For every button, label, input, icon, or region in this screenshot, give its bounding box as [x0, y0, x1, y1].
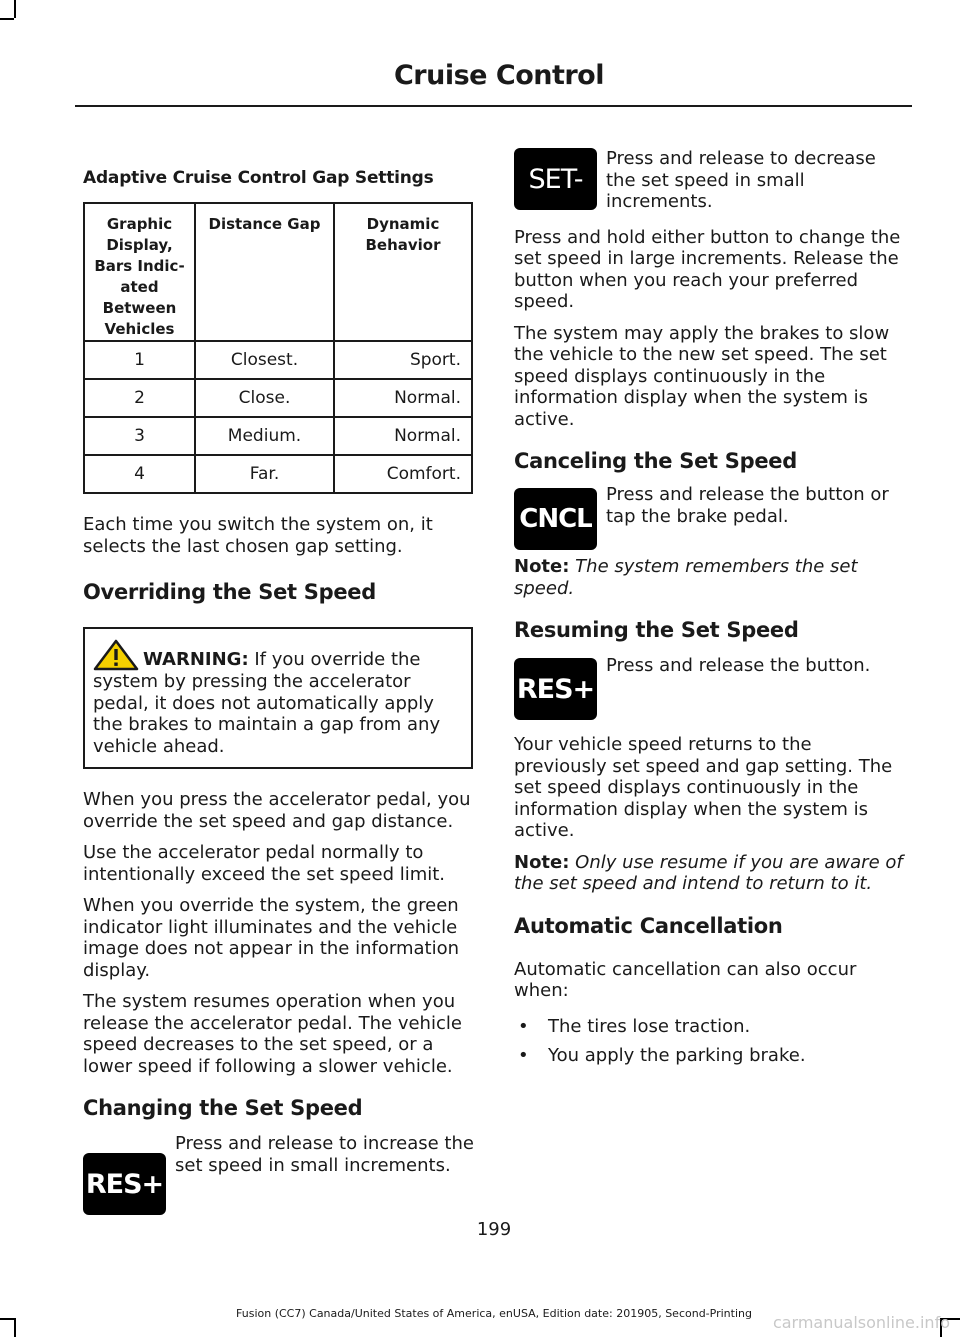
res-plus-row: [83, 1133, 475, 1215]
table-row: [84, 417, 472, 455]
bullet-list: [514, 1016, 909, 1067]
table-row: [84, 379, 472, 417]
table-cell: Normal.: [334, 417, 472, 455]
res-plus-icon: RES+: [83, 1153, 166, 1215]
note-label: Note:: [514, 851, 570, 873]
cncl-row: [514, 484, 909, 550]
table-cell: Normal.: [334, 379, 472, 417]
footer: Fusion (CC7) Canada/United States of America, enUSA, Edition date: 201905, Second-Printing: [236, 1307, 752, 1320]
cncl-description: Press and release the button or tap the brake pedal.: [606, 484, 889, 527]
right-column: [514, 150, 909, 1075]
table-header: Distance Gap: [195, 203, 334, 341]
paragraph: Use the accelerator pedal normally to intentionally exceed the set speed limit.: [83, 842, 446, 885]
table-cell: 2: [84, 379, 195, 417]
warning-label: WARNING:: [143, 649, 249, 670]
warning-text: If you override the system by pressing the accelerator pedal, it does not automatically apply the brakes to maintain a gap from any vehicle ahead.: [93, 649, 441, 757]
note-text: Only use resume if you are aware of the set speed and intend to return to it.: [514, 851, 903, 894]
list-item: [514, 1016, 909, 1038]
cncl-icon: CNCL: [514, 488, 597, 550]
table-cell: Closest.: [195, 341, 334, 379]
table-cell: Sport.: [334, 341, 472, 379]
table-header: Graphic Display, Bars Indic- ated Between Vehicles: [84, 203, 195, 341]
bullet-icon: •: [518, 1045, 529, 1066]
set-minus-row: [514, 150, 909, 213]
table-cell: 1: [84, 341, 195, 379]
page-number: 199: [476, 1219, 512, 1240]
table-row: [84, 341, 472, 379]
res-plus-description: Press and release to increase the set speed in small increments.: [175, 1133, 474, 1176]
list-item-text: You apply the parking brake.: [548, 1045, 806, 1066]
note-text: The system remembers the set speed.: [514, 556, 858, 599]
warning-icon: [93, 639, 139, 671]
table-title: Adaptive Cruise Control Gap Settings: [83, 168, 434, 188]
watermark: carmanualsonline.info: [772, 1313, 950, 1332]
res-plus-description: Press and release the button.: [606, 655, 871, 676]
set-minus-description: Press and release to decrease the set speed in small increments.: [606, 148, 876, 212]
paragraph: When you press the accelerator pedal, you override the set speed and gap distance.: [83, 789, 471, 832]
note-label: Note:: [514, 556, 570, 577]
paragraph: When you override the system, the green indicator light illuminates and the vehicle image does not appear in the information display.: [83, 895, 459, 981]
left-column: [83, 140, 475, 1229]
paragraph: Your vehicle speed returns to the previously set speed and gap setting. The set speed displays continuously in the information display when the system is active.: [514, 734, 893, 841]
table-cell: 4: [84, 455, 195, 493]
table-cell: Far.: [195, 455, 334, 493]
crop-mark: [0, 18, 14, 20]
table-cell: Comfort.: [334, 455, 472, 493]
paragraph: The system resumes operation when you release the accelerator pedal. The vehicle speed decreases to the set speed, or a lower speed if following a slower vehicle.: [83, 991, 462, 1077]
table-cell: Close.: [195, 379, 334, 417]
table-cell: 3: [84, 417, 195, 455]
list-item: [514, 1045, 909, 1067]
table-row: [84, 455, 472, 493]
list-item-text: The tires lose traction.: [548, 1015, 751, 1037]
section-heading: Canceling the Set Speed: [514, 449, 797, 473]
crop-mark: [14, 1318, 16, 1337]
note: [514, 556, 909, 599]
gap-settings-table: [83, 202, 473, 494]
page-title: Cruise Control: [393, 60, 604, 91]
paragraph: Automatic cancellation can also occur when:: [514, 958, 857, 1001]
header-divider: [75, 105, 912, 107]
section-heading: Automatic Cancellation: [514, 913, 783, 938]
section-heading: Resuming the Set Speed: [514, 618, 799, 642]
table-cell: Medium.: [195, 417, 334, 455]
paragraph: Press and hold either button to change the set speed in large increments. Release the button when you reach your preferred speed.: [514, 226, 901, 312]
section-heading: Overriding the Set Speed: [83, 580, 376, 604]
bullet-icon: •: [518, 1015, 529, 1037]
table-header: Dynamic Behavior: [334, 203, 472, 341]
warning-box: [83, 627, 473, 769]
section-heading: Changing the Set Speed: [83, 1096, 363, 1120]
res-plus-row: [514, 655, 909, 720]
note: [514, 852, 909, 895]
crop-mark: [14, 0, 16, 18]
res-plus-icon: RES+: [514, 658, 597, 720]
paragraph: Each time you switch the system on, it selects the last chosen gap setting.: [83, 514, 433, 557]
paragraph: The system may apply the brakes to slow the vehicle to the new set speed. The set speed displays continuously in the information display when the system is active.: [514, 322, 890, 430]
set-minus-icon: SET-: [514, 148, 597, 210]
